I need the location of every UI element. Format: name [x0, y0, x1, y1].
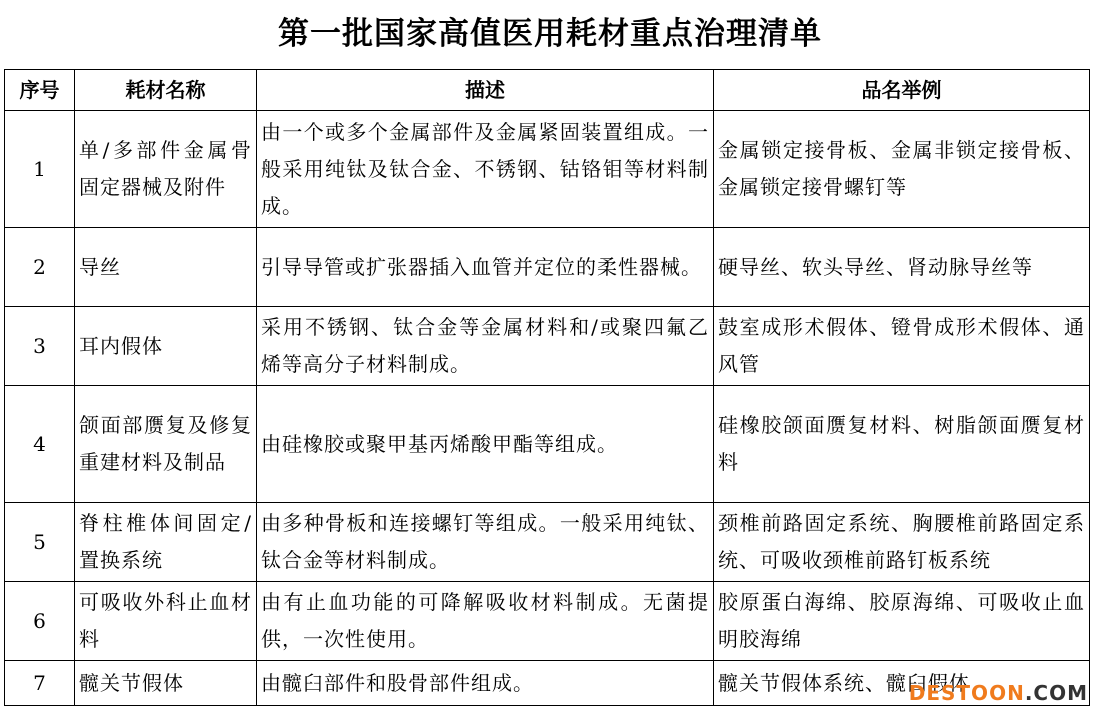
row-index: 5	[5, 503, 75, 582]
table-row	[5, 307, 1090, 386]
row-name: 脊柱椎体间固定/置换系统	[75, 503, 257, 582]
row-description: 由硅橡胶或聚甲基丙烯酸甲酯等组成。	[257, 386, 714, 503]
row-examples: 金属锁定接骨板、金属非锁定接骨板、金属锁定接骨螺钉等	[714, 111, 1090, 228]
table-row	[5, 228, 1090, 307]
row-description: 由髋臼部件和股骨部件组成。	[257, 661, 714, 706]
header-index: 序号	[5, 70, 75, 111]
row-index: 7	[5, 661, 75, 706]
row-description: 由一个或多个金属部件及金属紧固装置组成。一般采用纯钛及钛合金、不锈钢、钴铬钼等材料制成。	[257, 111, 714, 228]
watermark-domain: .COM	[1024, 681, 1088, 705]
consumables-table	[4, 69, 1090, 706]
row-index: 2	[5, 228, 75, 307]
row-description: 由多种骨板和连接螺钉等组成。一般采用纯钛、钛合金等材料制成。	[257, 503, 714, 582]
row-description: 由有止血功能的可降解吸收材料制成。无菌提供，一次性使用。	[257, 582, 714, 661]
table-row	[5, 111, 1090, 228]
document-title: 第一批国家高值医用耗材重点治理清单	[278, 16, 822, 52]
row-name: 髋关节假体	[75, 661, 257, 706]
table-row	[5, 503, 1090, 582]
row-name: 颌面部赝复及修复重建材料及制品	[75, 386, 257, 503]
row-examples: 髋关节假体系统、髋臼假体	[714, 661, 1090, 706]
row-index: 1	[5, 111, 75, 228]
header-name: 耗材名称	[75, 70, 257, 111]
row-name: 可吸收外科止血材料	[75, 582, 257, 661]
row-name: 单/多部件金属骨固定器械及附件	[75, 111, 257, 228]
table-row	[5, 582, 1090, 661]
row-name: 耳内假体	[75, 307, 257, 386]
row-description: 引导导管或扩张器插入血管并定位的柔性器械。	[257, 228, 714, 307]
row-index: 4	[5, 386, 75, 503]
row-description: 采用不锈钢、钛合金等金属材料和/或聚四氟乙烯等高分子材料制成。	[257, 307, 714, 386]
header-examples: 品名举例	[714, 70, 1090, 111]
row-examples: 胶原蛋白海绵、胶原海绵、可吸收止血明胶海绵	[714, 582, 1090, 661]
header-description: 描述	[257, 70, 714, 111]
row-index: 6	[5, 582, 75, 661]
row-examples: 鼓室成形术假体、镫骨成形术假体、通风管	[714, 307, 1090, 386]
table-row	[5, 386, 1090, 503]
watermark-brand: DESTOON	[908, 681, 1025, 705]
row-examples: 硅橡胶颌面赝复材料、树脂颌面赝复材料	[714, 386, 1090, 503]
row-name: 导丝	[75, 228, 257, 307]
site-watermark	[909, 681, 1088, 705]
row-examples: 硬导丝、软头导丝、肾动脉导丝等	[714, 228, 1090, 307]
row-examples: 颈椎前路固定系统、胸腰椎前路固定系统、可吸收颈椎前路钉板系统	[714, 503, 1090, 582]
row-index: 3	[5, 307, 75, 386]
table-header-row	[5, 70, 1090, 111]
